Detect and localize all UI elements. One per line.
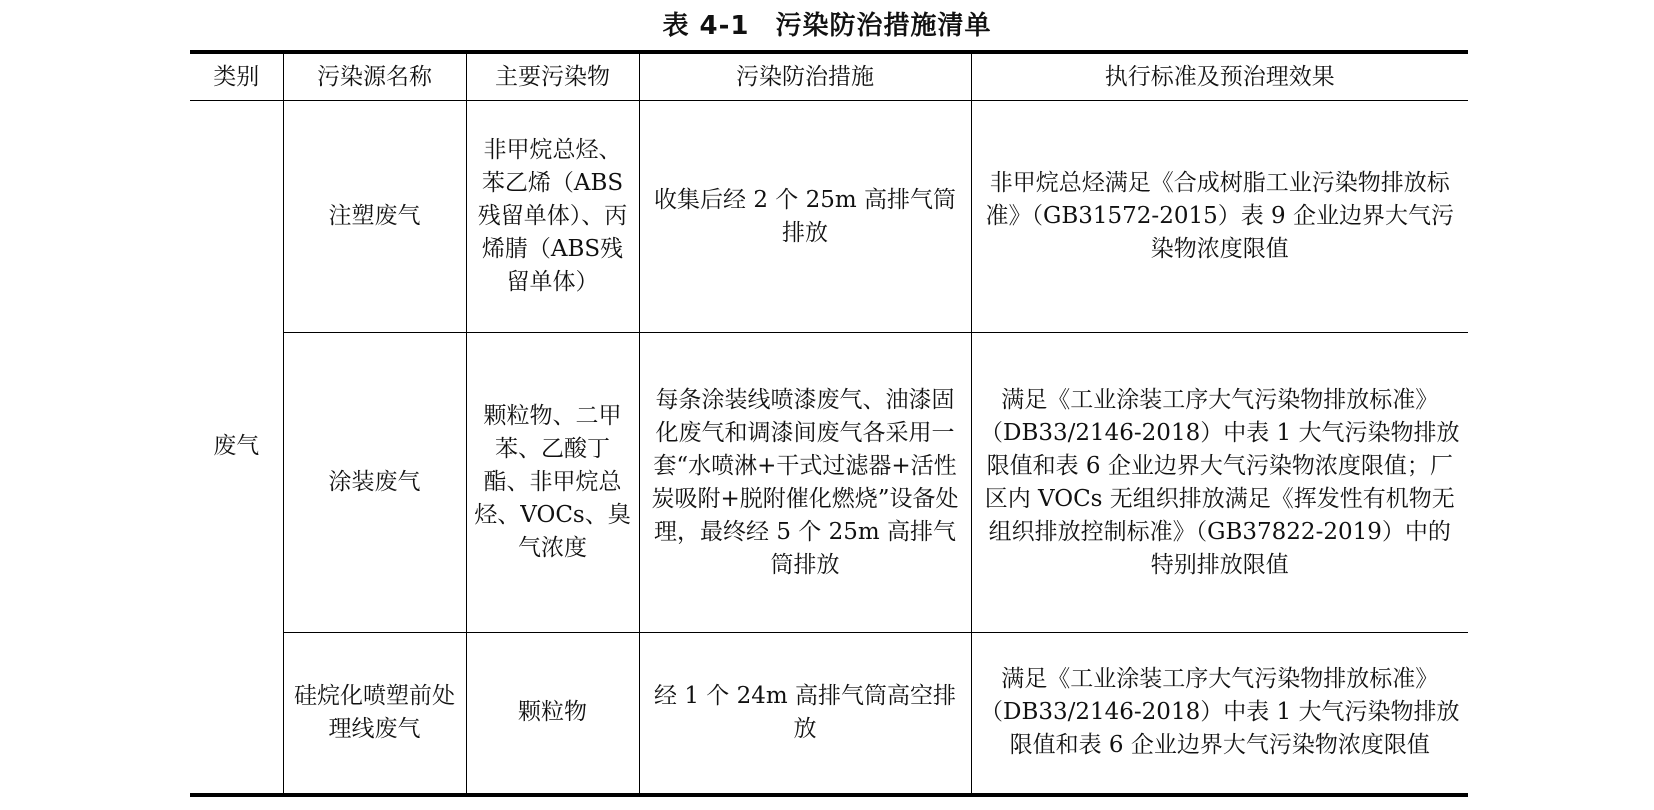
pollutants-cell: 颗粒物、二甲苯、乙酸丁酯、非甲烷总烃、VOCs、臭气浓度 bbox=[466, 333, 639, 633]
header-pollutants: 主要污染物 bbox=[466, 52, 639, 101]
standard-cell: 满足《工业涂装工序大气污染物排放标准》（DB33/2146-2018）中表 1 大气污染物排放限值和表 6 企业边界大气污染物浓度限值；厂区内 VOCs 无组织排放满足《挥发性有机物无组织排放控制标准》（GB37822-2019）中的特别排放限值 bbox=[971, 333, 1468, 633]
table-caption bbox=[0, 10, 1654, 42]
table-number: 表 4-1 bbox=[662, 11, 750, 41]
source-cell: 注塑废气 bbox=[283, 101, 466, 333]
header-row bbox=[190, 52, 1468, 101]
table-row bbox=[190, 333, 1468, 633]
table-title: 污染防治措施清单 bbox=[775, 11, 992, 41]
header-category: 类别 bbox=[190, 52, 283, 101]
standard-cell: 满足《工业涂装工序大气污染物排放标准》（DB33/2146-2018）中表 1 大气污染物排放限值和表 6 企业边界大气污染物浓度限值 bbox=[971, 633, 1468, 795]
measures-cell: 收集后经 2 个 25m 高排气筒排放 bbox=[639, 101, 971, 333]
header-measures: 污染防治措施 bbox=[639, 52, 971, 101]
measures-cell: 每条涂装线喷漆废气、油漆固化废气和调漆间废气各采用一套“水喷淋+干式过滤器+活性炭吸附+脱附催化燃烧”设备处理，最终经 5 个 25m 高排气筒排放 bbox=[639, 333, 971, 633]
pollutants-cell: 非甲烷总烃、苯乙烯（ABS残留单体）、丙烯腈（ABS残留单体） bbox=[466, 101, 639, 333]
pollution-measures-table bbox=[190, 50, 1468, 797]
standard-cell: 非甲烷总烃满足《合成树脂工业污染物排放标准》（GB31572-2015）表 9 企业边界大气污染物浓度限值 bbox=[971, 101, 1468, 333]
table-row bbox=[190, 633, 1468, 795]
measures-cell: 经 1 个 24m 高排气筒高空排放 bbox=[639, 633, 971, 795]
header-source: 污染源名称 bbox=[283, 52, 466, 101]
category-cell: 废气 bbox=[190, 101, 283, 795]
source-cell: 硅烷化喷塑前处理线废气 bbox=[283, 633, 466, 795]
source-cell: 涂装废气 bbox=[283, 333, 466, 633]
pollutants-cell: 颗粒物 bbox=[466, 633, 639, 795]
table-row bbox=[190, 101, 1468, 333]
header-standard: 执行标准及预治理效果 bbox=[971, 52, 1468, 101]
